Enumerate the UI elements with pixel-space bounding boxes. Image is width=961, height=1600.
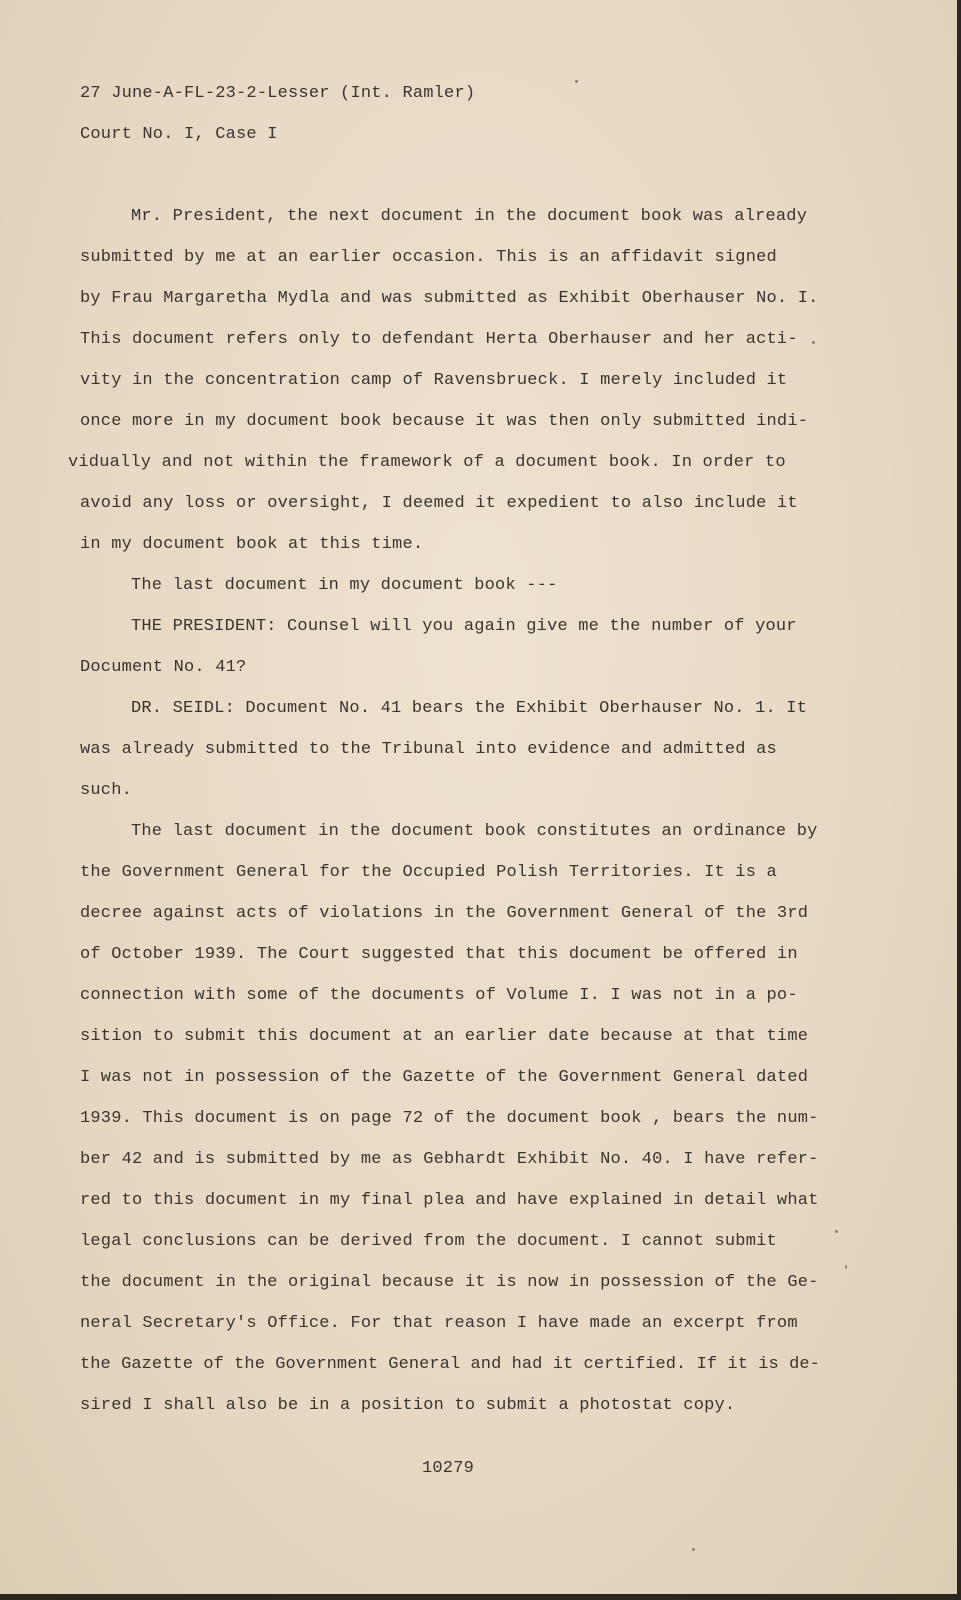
- body-line: This document refers only to defendant Herta Oberhauser and her acti-: [80, 330, 798, 349]
- body-line: The last document in my document book ---: [131, 576, 558, 595]
- body-line: in my document book at this time.: [80, 535, 424, 554]
- body-line: legal conclusions can be derived from the document. I cannot submit: [80, 1232, 777, 1251]
- body-line: once more in my document book because it was then only submitted indi-: [80, 412, 809, 431]
- paper-speck: [845, 1265, 847, 1269]
- body-line: Document No. 41?: [80, 658, 247, 677]
- body-line: ber 42 and is submitted by me as Gebhardt Exhibit No. 40. I have refer-: [80, 1150, 819, 1169]
- body-line: sition to submit this document at an earlier date because at that time: [80, 1027, 809, 1046]
- court-case-line: Court No. I, Case I: [80, 125, 278, 144]
- paper-speck: [575, 80, 578, 83]
- body-line: connection with some of the documents of Volume I. I was not in a po-: [80, 986, 798, 1005]
- paper-speck: [812, 341, 815, 344]
- body-line: by Frau Margaretha Mydla and was submitted as Exhibit Oberhauser No. I.: [80, 289, 819, 308]
- body-line: vidually and not within the framework of a document book. In order to: [68, 453, 786, 472]
- body-line: was already submitted to the Tribunal into evidence and admitted as: [80, 740, 777, 759]
- page-number: 10279: [422, 1459, 475, 1478]
- body-line: THE PRESIDENT: Counsel will you again give me the number of your: [131, 617, 797, 636]
- body-line: submitted by me at an earlier occasion. This is an affidavit signed: [80, 248, 777, 267]
- paper-speck: [692, 1548, 695, 1551]
- body-line: 1939. This document is on page 72 of the document book , bears the num-: [80, 1109, 819, 1128]
- body-line: the document in the original because it is now in possession of the Ge-: [80, 1273, 819, 1292]
- body-line: vity in the concentration camp of Ravensbrueck. I merely included it: [80, 371, 788, 390]
- body-line: of October 1939. The Court suggested that this document be offered in: [80, 945, 798, 964]
- body-line: the Gazette of the Government General and had it certified. If it is de-: [80, 1355, 820, 1374]
- body-line: decree against acts of violations in the Government General of the 3rd: [80, 904, 809, 923]
- paper-speck: [835, 1230, 838, 1233]
- body-line: The last document in the document book constitutes an ordinance by: [131, 822, 818, 841]
- body-line: the Government General for the Occupied Polish Territories. It is a: [80, 863, 777, 882]
- body-line: avoid any loss or oversight, I deemed it expedient to also include it: [80, 494, 798, 513]
- body-line: neral Secretary's Office. For that reason I have made an excerpt from: [80, 1314, 798, 1333]
- body-line: sired I shall also be in a position to submit a photostat copy.: [80, 1396, 736, 1415]
- body-line: such.: [80, 781, 133, 800]
- document-reference: 27 June-A-FL-23-2-Lesser (Int. Ramler): [80, 84, 476, 103]
- body-line: I was not in possession of the Gazette of the Government General dated: [80, 1068, 809, 1087]
- body-line: Mr. President, the next document in the document book was already: [131, 207, 808, 226]
- body-line: red to this document in my final plea and have explained in detail what: [80, 1191, 819, 1210]
- body-line: DR. SEIDL: Document No. 41 bears the Exhibit Oberhauser No. 1. It: [131, 699, 808, 718]
